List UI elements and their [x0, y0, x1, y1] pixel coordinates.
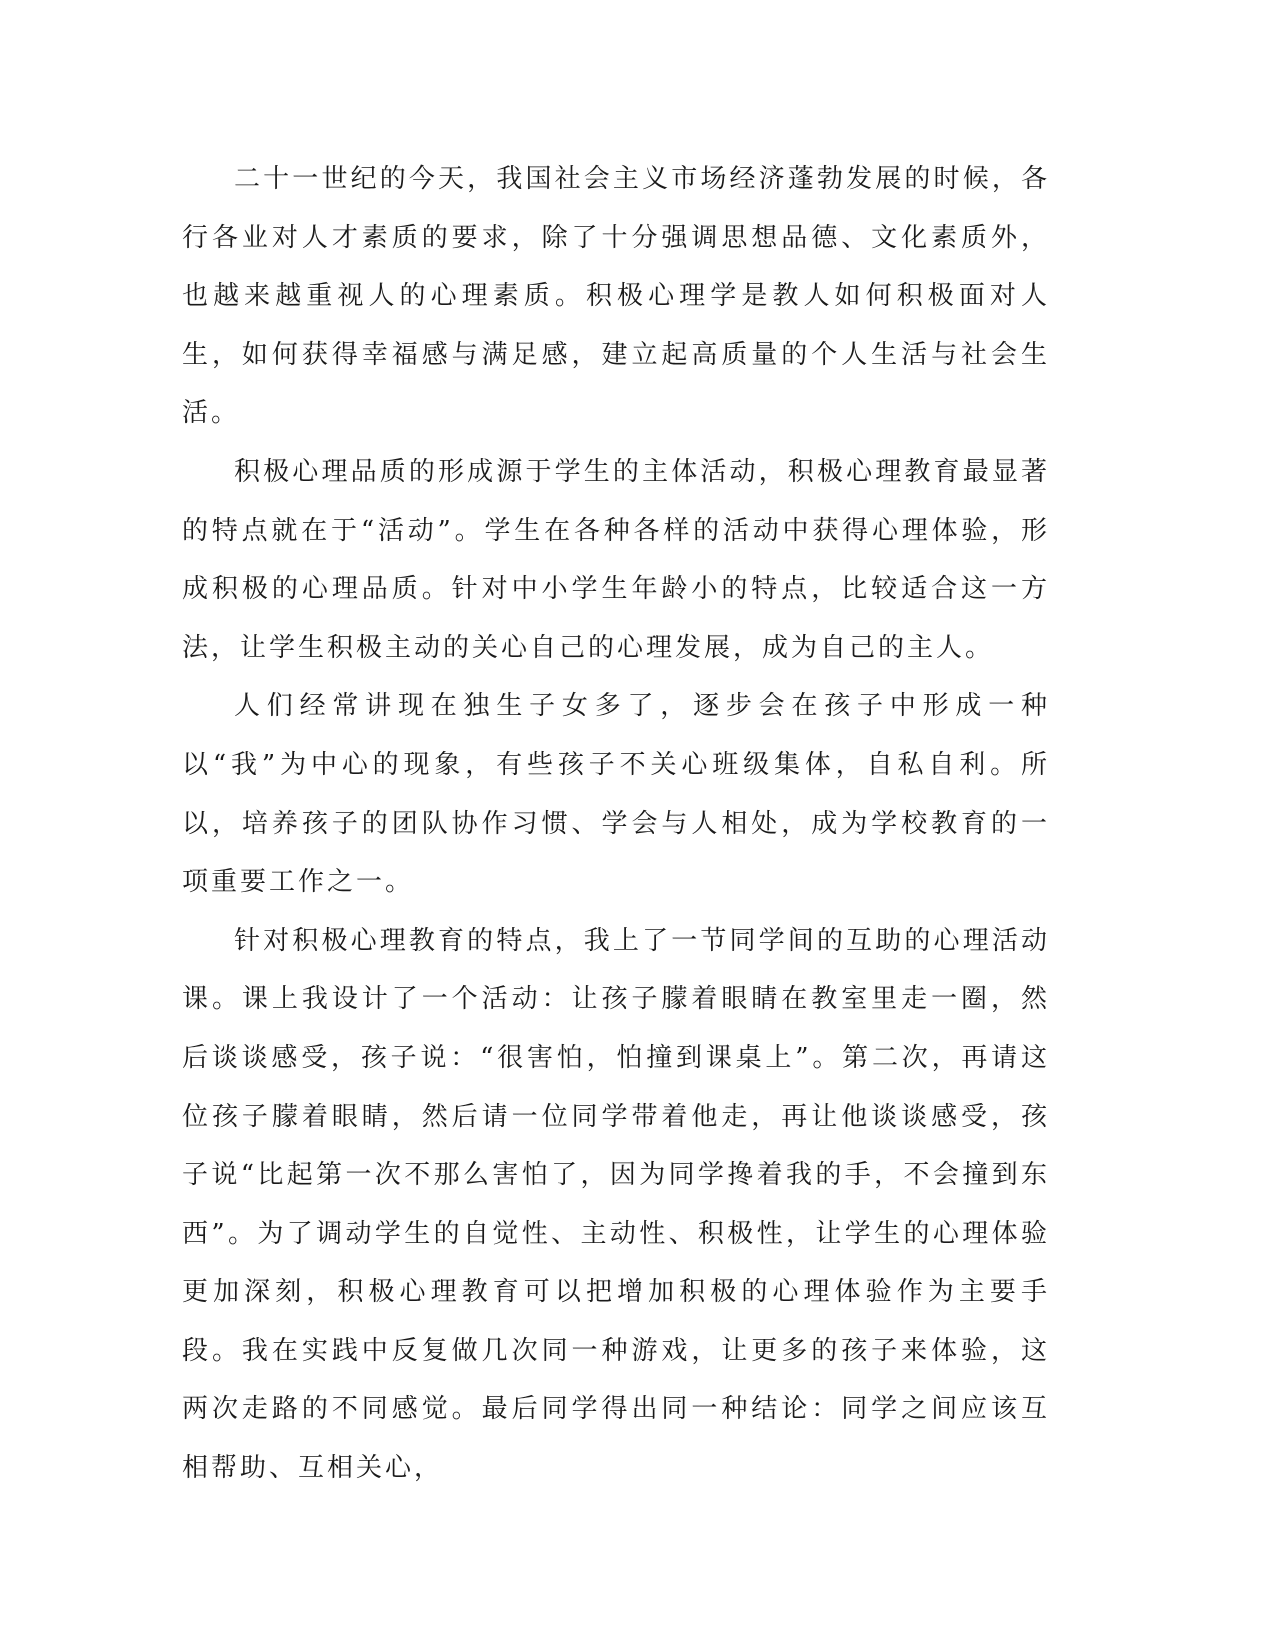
paragraph-1: 二十一世纪的今天，我国社会主义市场经济蓬勃发展的时候，各行各业对人才素质的要求，除了十分强调思想品德、文化素质外，也越来越重视人的心理素质。积极心理学是教人如何积极面对人生，如何获得幸福感与满足感，建立起高质量的个人生活与社会生活。: [182, 164, 1050, 429]
document-body: [182, 150, 1050, 1498]
paragraph-4: 针对积极心理教育的特点，我上了一节同学间的互助的心理活动课。课上我设计了一个活动：让孩子朦着眼睛在教室里走一圈，然后谈谈感受，孩子说：“很害怕，怕撞到课桌上”。第二次，再请这位孩子朦着眼睛，然后请一位同学带着他走，再让他谈谈感受，孩子说“比起第一次不那么害怕了，因为同学搀着我的手，不会撞到东西”。为了调动学生的自觉性、主动性、积极性，让学生的心理体验更加深刻，积极心理教育可以把增加积极的心理体验作为主要手段。我在实践中反复做几次同一种游戏，让更多的孩子来体验，这两次走路的不同感觉。最后同学得出同一种结论：同学之间应该互相帮助、互相关心，: [182, 925, 1050, 1484]
paragraph-3: 人们经常讲现在独生子女多了，逐步会在孩子中形成一种以“我”为中心的现象，有些孩子不关心班级集体，自私自利。所以，培养孩子的团队协作习惯、学会与人相处，成为学校教育的一项重要工作之一。: [182, 691, 1050, 898]
paragraph-2: 积极心理品质的形成源于学生的主体活动，积极心理教育最显著的特点就在于“活动”。学生在各种各样的活动中获得心理体验，形成积极的心理品质。针对中小学生年龄小的特点，比较适合这一方法，让学生积极主动的关心自己的心理发展，成为自己的主人。: [182, 456, 1050, 663]
